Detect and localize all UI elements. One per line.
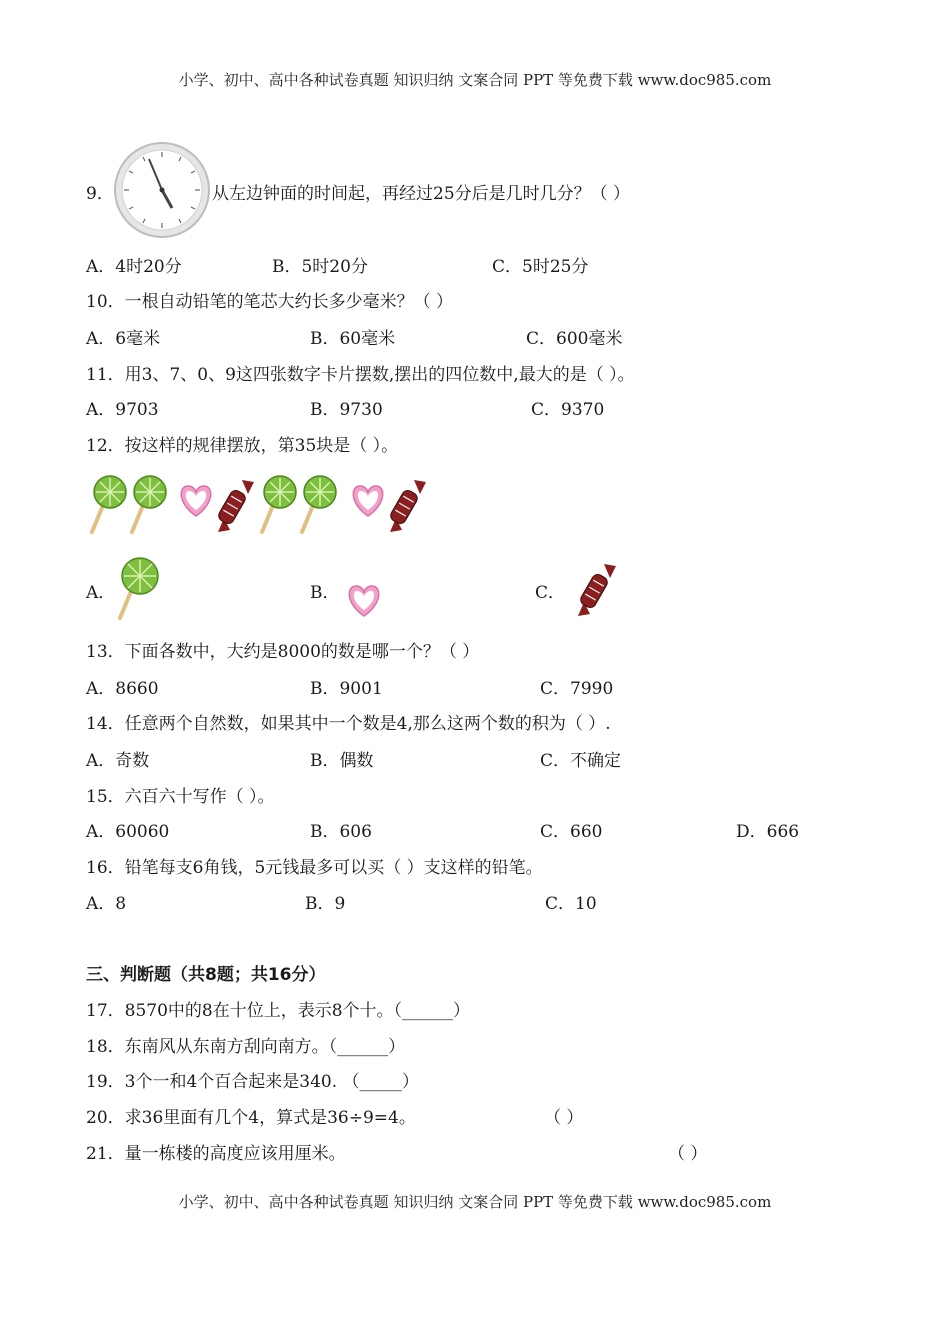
question-12 [86,435,398,457]
option-b[interactable]: B．9001 [310,679,383,699]
option-a[interactable]: A．8 [86,894,127,914]
question-number: 21． [86,1144,125,1164]
question-number: 14． [86,714,125,734]
lollipop-icon [262,476,296,532]
option-a[interactable]: A． [86,583,116,603]
option-a[interactable]: A．8660 [86,679,159,699]
question-19 [86,1071,419,1093]
wrapped-candy-icon [574,560,622,620]
question-number: 17． [86,1001,125,1021]
heart-candy-icon [181,486,210,516]
question-9-text: 从左边钟面的时间起，再经过25分后是几时几分？（ ） [212,184,631,204]
answer-blank[interactable]: （ ） [544,1108,584,1128]
question-number: 20． [86,1108,125,1128]
question-number: 16． [86,858,125,878]
question-text: 8570中的8在十位上，表示8个十。（______） [124,1001,471,1021]
option-d[interactable]: D．666 [736,822,800,842]
wrapped-candy-icon [389,480,426,532]
option-b[interactable]: B．5时20分 [272,257,368,277]
question-number: 9． [86,184,114,204]
option-c[interactable]: C．10 [545,894,597,914]
clock-image [112,140,212,240]
question-text: 按这样的规律摆放，第35块是（ ）。 [124,436,399,456]
heart-candy-icon [344,580,384,620]
option-c[interactable]: C．600毫米 [526,329,623,349]
option-b[interactable]: B． [310,583,340,603]
question-text: 任意两个自然数，如果其中一个数是4,那么这两个数的积为（ ）. [124,714,611,734]
question-number: 12． [86,436,125,456]
heart-candy-icon [353,486,382,516]
option-c[interactable]: C． [535,583,566,603]
option-c[interactable]: C．7990 [540,679,614,699]
wrapped-candy-icon [217,480,254,532]
question-9 [86,183,114,205]
pattern-sequence-image [86,470,446,540]
question-18 [86,1036,405,1058]
option-c[interactable]: C．9370 [531,400,605,420]
question-number: 10． [86,292,125,312]
lollipop-icon [302,476,336,532]
option-b[interactable]: B．60毫米 [310,329,396,349]
question-text: 量一栋楼的高度应该用厘米。 [124,1144,346,1164]
question-10 [86,291,453,313]
option-a[interactable]: A．奇数 [86,751,150,771]
question-text: 六百六十写作（ ）。 [124,787,275,807]
question-15 [86,786,275,808]
question-number: 13． [86,642,125,662]
option-b[interactable]: B．9 [305,894,346,914]
question-text: 用3、7、0、9这四张数字卡片摆数,摆出的四位数中,最大的是（ ）。 [124,365,635,385]
option-a[interactable]: A．60060 [86,822,170,842]
question-number: 11． [86,365,125,385]
question-16 [86,857,543,879]
lollipop-icon [114,556,166,622]
page-footer: 小学、初中、高中各种试卷真题 知识归纳 文案合同 PPT 等免费下载 www.doc985.com [178,1193,772,1211]
question-number: 19． [86,1072,125,1092]
question-text: 一根自动铅笔的笔芯大约长多少毫米？（ ） [124,292,454,312]
question-number: 15． [86,787,125,807]
answer-blank[interactable]: （ ） [668,1144,708,1164]
lollipop-icon [132,476,166,532]
option-c[interactable]: C．不确定 [540,751,622,771]
question-17 [86,1000,470,1022]
option-c[interactable]: C．660 [540,822,603,842]
question-text: 求36里面有几个4，算式是36÷9=4。 [124,1108,416,1128]
option-a[interactable]: A．9703 [86,400,159,420]
question-number: 18． [86,1037,125,1057]
option-a[interactable]: A．6毫米 [86,329,161,349]
page-header: 小学、初中、高中各种试卷真题 知识归纳 文案合同 PPT 等免费下载 www.doc985.com [178,71,772,89]
option-b[interactable]: B．9730 [310,400,383,420]
question-text: 铅笔每支6角钱，5元钱最多可以买（ ）支这样的铅笔。 [124,858,543,878]
question-text: 3个一和4个百合起来是340. （_____） [124,1072,420,1092]
section-title: 三、判断题（共8题；共16分） [86,965,326,985]
option-a[interactable]: A．4时20分 [86,257,182,277]
lollipop-icon [92,476,126,532]
option-c[interactable]: C．5时25分 [492,257,589,277]
question-text: 下面各数中，大约是8000的数是哪一个？（ ） [124,642,480,662]
option-b[interactable]: B．偶数 [310,751,374,771]
option-b[interactable]: B．606 [310,822,372,842]
question-text: 东南风从东南方刮向南方。（______） [124,1037,406,1057]
question-11 [86,364,635,386]
question-14 [86,713,611,735]
question-20 [86,1107,416,1129]
question-13 [86,641,479,663]
question-21 [86,1143,346,1165]
